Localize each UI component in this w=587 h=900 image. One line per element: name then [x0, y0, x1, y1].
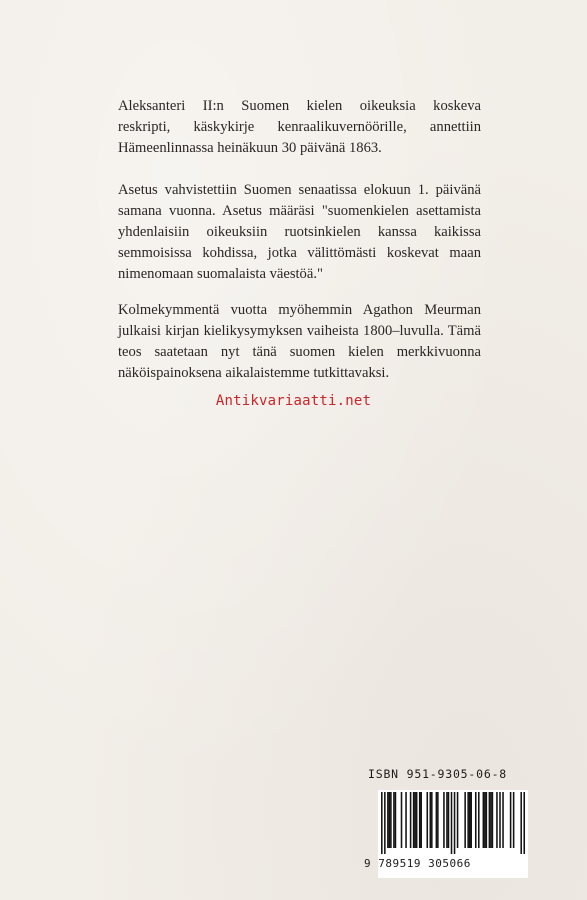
text-line: nimenomaan suomalaista väestöä." — [118, 266, 323, 282]
barcode-bar — [401, 792, 403, 848]
barcode-bar — [405, 792, 407, 848]
barcode-bar — [483, 792, 485, 848]
barcode-bar — [496, 792, 498, 848]
barcode-bar — [390, 792, 392, 848]
text-line: Kolmekymmentä vuotta myöhemmin Agathon Meurman — [118, 302, 481, 318]
barcode-bar — [431, 792, 433, 848]
barcode-bar — [416, 792, 418, 848]
barcode-bar — [410, 792, 412, 848]
barcode-bar — [457, 792, 459, 848]
barcode-bar — [475, 792, 477, 848]
text-line: yhdenlaisiin oikeuksiin ruotsinkielen kanssa kaikissa — [118, 224, 481, 240]
text-line: semmoisissa kohdissa, jotka välittömästi koskevat maan — [118, 245, 481, 261]
barcode-bar — [389, 792, 391, 848]
barcode-bar — [499, 792, 501, 848]
barcode-bars — [378, 790, 528, 854]
barcode-bar — [469, 792, 471, 848]
barcode-bar — [393, 792, 395, 848]
barcode-bar — [419, 792, 421, 848]
text-line: julkaisi kirjan kielikysymyksen vaiheista 1800–luvulla. Tämä — [118, 323, 481, 339]
barcode-bar — [426, 792, 428, 848]
paragraph-3 — [118, 300, 481, 384]
text-line: Aleksanteri II:n Suomen kielen oikeuksia koskeva — [118, 98, 481, 114]
barcode-bar — [510, 792, 512, 848]
barcode-bar — [384, 792, 386, 854]
barcode-bar — [451, 792, 453, 854]
barcode-bar — [420, 792, 422, 848]
text-line: Hämeenlinnassa heinäkuun 30 päivänä 1863. — [118, 140, 382, 156]
barcode-bar — [489, 792, 491, 848]
barcode-bar — [436, 792, 438, 848]
barcode-bar — [484, 792, 486, 848]
barcode-bar — [430, 792, 432, 848]
barcode-bar — [523, 792, 525, 854]
text-line: reskripti, käskykirje kenraalikuvernöörille, annettiin — [118, 119, 481, 135]
isbn-label: ISBN 951-9305-06-8 — [368, 767, 508, 781]
barcode-bar — [467, 792, 469, 848]
text-line: Asetus vahvistettiin Suomen senaatissa elokuun 1. päivänä — [118, 182, 481, 198]
barcode-bar — [454, 792, 456, 854]
barcode-bar — [395, 792, 397, 848]
text-line: näköispainoksena aikalaistemme tutkittavaksi. — [118, 365, 390, 381]
barcode-bar — [464, 792, 466, 848]
barcode-bar — [520, 792, 522, 854]
barcode-bar — [478, 792, 480, 848]
barcode-bar — [414, 792, 416, 848]
barcode-bar — [470, 792, 472, 848]
barcode-bar — [490, 792, 492, 848]
barcode-bar — [486, 792, 488, 848]
barcode-bar — [437, 792, 439, 848]
paragraph-2 — [118, 180, 481, 285]
barcode-bar — [502, 792, 504, 848]
barcode-bar — [513, 792, 515, 848]
barcode-bar — [492, 792, 494, 848]
text-line: samana vuonna. Asetus määräsi "suomenkielen asettamista — [118, 203, 481, 219]
barcode-bar — [448, 792, 450, 848]
paragraph-1 — [118, 96, 481, 159]
barcode-bar — [381, 792, 383, 854]
barcode-bar — [387, 792, 389, 848]
barcode-digits: 9 789519 305066 — [364, 857, 471, 870]
watermark-text: Antikvariaatti.net — [215, 393, 372, 409]
barcode-bar — [413, 792, 415, 848]
text-line: teos saatetaan nyt tänä suomen kielen merkkivuonna — [118, 344, 481, 360]
barcode-bar — [446, 792, 448, 848]
barcode-bar — [443, 792, 445, 848]
